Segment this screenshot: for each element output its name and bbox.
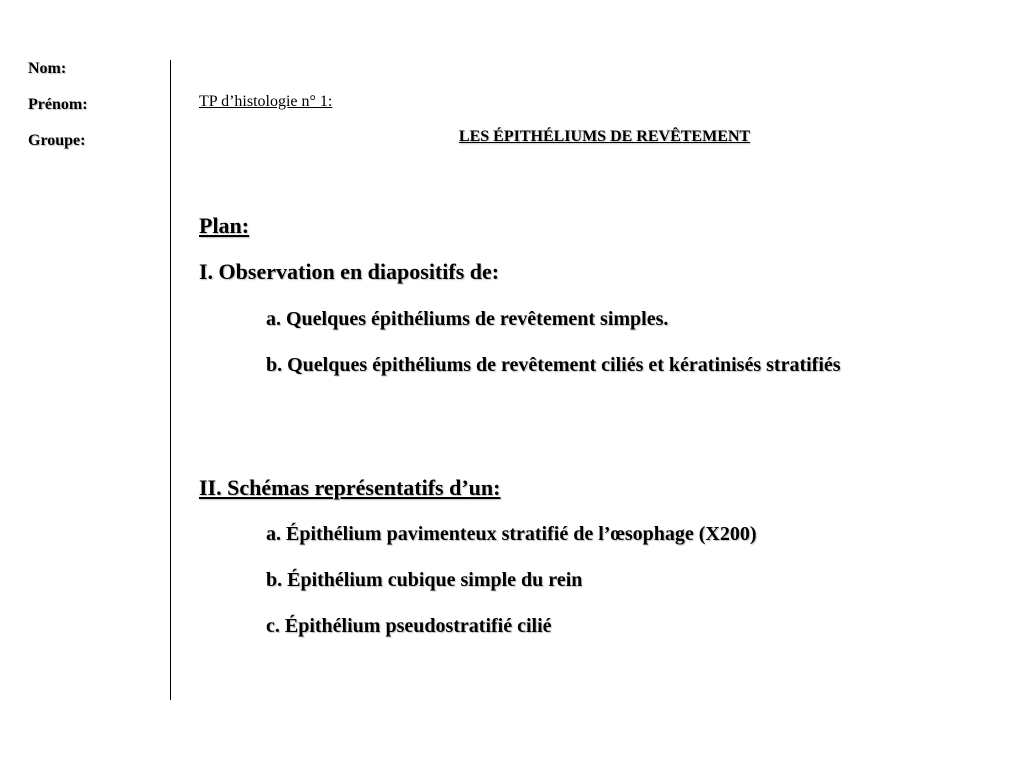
nom-label: Nom: [28, 60, 67, 77]
prenom-label: Prénom: [28, 96, 88, 113]
section-2-item-b: b. Épithélium cubique simple du rein [266, 569, 583, 591]
section-1-item-a: a. Quelques épithéliums de revêtement simples. [266, 308, 669, 330]
vertical-divider [170, 60, 171, 700]
section-2-item-a: a. Épithélium pavimenteux stratifié de l’œsophage (X200) [266, 523, 757, 545]
plan-heading: Plan: [199, 213, 250, 238]
main-title: LES ÉPITHÉLIUMS DE REVÊTEMENT [458, 128, 751, 145]
groupe-label: Groupe: [28, 132, 86, 149]
section-2-item-c: c. Épithélium pseudostratifié cilié [266, 615, 552, 637]
student-info-fields [28, 58, 158, 166]
section-1-item-b: b. Quelques épithéliums de revêtement ciliés et kératinisés stratifiés [266, 354, 841, 376]
section-1-heading: I. Observation en diapositifs de: [199, 259, 500, 284]
tp-title: TP d’histologie n° 1: [199, 93, 333, 110]
section-2-heading: II. Schémas représentatifs d’un: [199, 475, 501, 500]
